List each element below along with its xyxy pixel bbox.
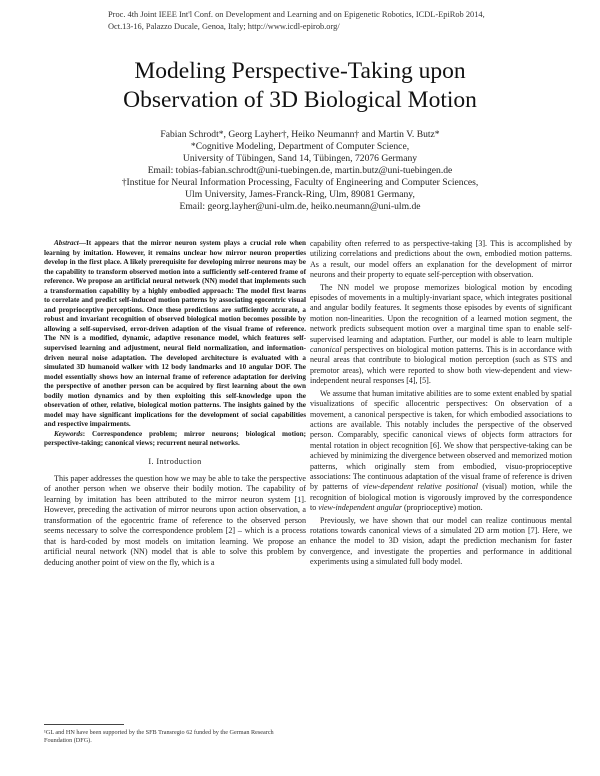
conference-header	[108, 9, 568, 33]
conference-header-line1: Proc. 4th Joint IEEE Int'l Conf. on Development and Learning and on Epigenetic Robotics, ICDL-EpiRob 2014,	[108, 10, 485, 19]
abstract	[44, 239, 306, 430]
author-names: Fabian Schrodt*, Georg Layher†, Heiko Neumann† and Martin V. Butz*	[160, 129, 440, 140]
abstract-text: —It appears that the mirror neuron system plays a crucial role when learning by imitation. However, it remains unclear how mirror neuron properties develop in the first place. A likely prerequisite for developing mirror neurons may be the capability to transform observed motion into a sufficiently self-centered frame of reference. We propose an artificial neural network (NN) model that implements such a transformation capability by a highly embodied approach: The model first learns to correlate and predict self-induced motion patterns by associating egocentric visual and proprioceptive perceptions. Once these predictions are sufficiently accurate, a robust and invariant recognition of observed biological motion becomes possible by allowing a self-supervised, error-driven adaption of the visual frame of reference. The NN is a modified, dynamic, adaptive resonance model, which features self-supervised learning and adjustment, neural field normalization, and information-driven neural noise adaptation. The developed architecture is evaluated with a simulated 3D humanoid walker with 12 body landmarks and 10 angular DOF. The model essentially shows how an internal frame of reference adaptation for deriving the perspective of another person can be acquired by first learning about the own bodily motion dynamics and by then exploiting this self-knowledge upon the observation of other, relative, biological motion patterns. The insights gained by the model may have significant implications for the development of social capabilities and respective impairments.	[44, 239, 306, 429]
keywords-label: Keywords	[54, 429, 83, 438]
intro-paragraph-continued: capability often referred to as perspective-taking [3]. This is accomplished by utilizing correlations and predictions about the own, embodied motion patterns. As a result, our model offers an explanation for the development of mirror neurons and their property to equate self-perception with observation.	[310, 239, 572, 280]
right-column	[310, 239, 572, 568]
affiliation-1: *Cognitive Modeling, Department of Computer Science,	[190, 141, 410, 152]
paper-title-line1: Modeling Perspective-Taking upon	[134, 58, 466, 84]
p3-emphasis-1: view-dependent relative positional	[363, 482, 479, 492]
p3-text-b: (visual) motion, while the recognition of biological motion is vigorously improved by the correspondence to	[310, 482, 573, 513]
footnote: ¹GL and HN have been supported by the SFB Transregio 62 funded by the German Research Foundation (DFG).	[44, 729, 274, 744]
paper-title-line2: Observation of 3D Biological Motion	[123, 87, 477, 113]
p2-text-b: perspectives on biological motion patterns. This is in accordance with neural areas that contribute to biological motion perception (such as STS and premotor areas), which were reported to show both view-dependent and view-independent neural responses [4], [5].	[310, 345, 572, 386]
left-column	[44, 239, 306, 568]
affiliation-2-address: Ulm University, James-Franck-Ring, Ulm, 89081 Germany,	[185, 189, 415, 200]
section-heading-introduction: I. Introduction	[148, 457, 202, 467]
footnote-rule	[44, 724, 124, 725]
affiliation-2: †Institue for Neural Information Processing, Faculty of Engineering and Computer Sciences,	[121, 177, 479, 188]
intro-paragraph-4: Previously, we have shown that our model can realize continuous mental rotations towards canonical views of a simulated 2D arm motion [7]. Here, we enhance the model to 3D vision, adapt the prediction mechanism for faster convergence, and investigate the properties and performance in additional experiments using a simulated full body model.	[310, 515, 572, 567]
conference-header-line2: Oct.13-16, Palazzo Ducale, Genoa, Italy; http://www.icdl-epirob.org/	[108, 22, 340, 31]
p3-text-c: (proprioceptive) motion.	[402, 503, 483, 513]
intro-paragraph-1: This paper addresses the question how we may be able to take the perspective of another person when we observe their bodily motion. The capability of learning by imitation has been attributed to the mirror neuron system [1]. However, preceding the activation of mirror neurons upon action observation, a transformation of the egocentric frame of reference to the observed person seems necessary to solve the correspondence problem [2] – which is a process that is hard-coded by most models on imitation learning. We propose an artificial neural network (NN) model that is able to solve this problem by deducing another point of view on the fly, which is a	[44, 473, 306, 567]
keywords	[44, 430, 306, 449]
abstract-label: Abstract	[54, 239, 79, 247]
author-block	[40, 129, 560, 213]
keywords-text: : Correspondence problem; mirror neurons; biological motion; perspective-taking; canonical views; recurrent neural networks.	[44, 429, 306, 448]
paper-title	[40, 57, 560, 115]
p2-emphasis: canonical	[310, 345, 342, 355]
p3-emphasis-2: view-independent angular	[318, 503, 402, 513]
email-1: Email: tobias-fabian.schrodt@uni-tuebingen.de, martin.butz@uni-tuebingen.de	[147, 165, 453, 176]
p3-text-a: We assume that human imitative abilities are to some extent enabled by spatial visualizations of specific allocentric perspectives: On observation of a movement, a canonical perspective is taken, for which embodied associations to actions are available. This notably includes the perspective of the observed person. Comparably, specific canonical views of objects form attractors for mental rotation in object recognition [6]. We show that perspective-taking can be achieved by minimizing the divergence between observed and memorized motion patterns, which originally stem from embodied, visuo-proprioceptive associations: The continuous adaptation of the visual frame of reference is driven by patterns of	[310, 388, 572, 492]
intro-paragraph-2	[310, 283, 572, 387]
intro-paragraph-3	[310, 389, 572, 514]
affiliation-1-address: University of Tübingen, Sand 14, Tübingen, 72076 Germany	[182, 153, 418, 164]
email-2: Email: georg.layher@uni-ulm.de, heiko.neumann@uni-ulm.de	[179, 201, 421, 212]
p2-text-a: The NN model we propose memorizes biological motion by encoding episodes of movements in a multiply-invariant space, which integrates positional and angular bodily features. It segments those episodes by events of significant motion non-linearities. Upon the recognition of a learned motion segment, the network predicts subsequent motion over a marginal time span to enable self-supervised learning and adaptation. Further, our model is able to learn multiple	[310, 282, 572, 344]
